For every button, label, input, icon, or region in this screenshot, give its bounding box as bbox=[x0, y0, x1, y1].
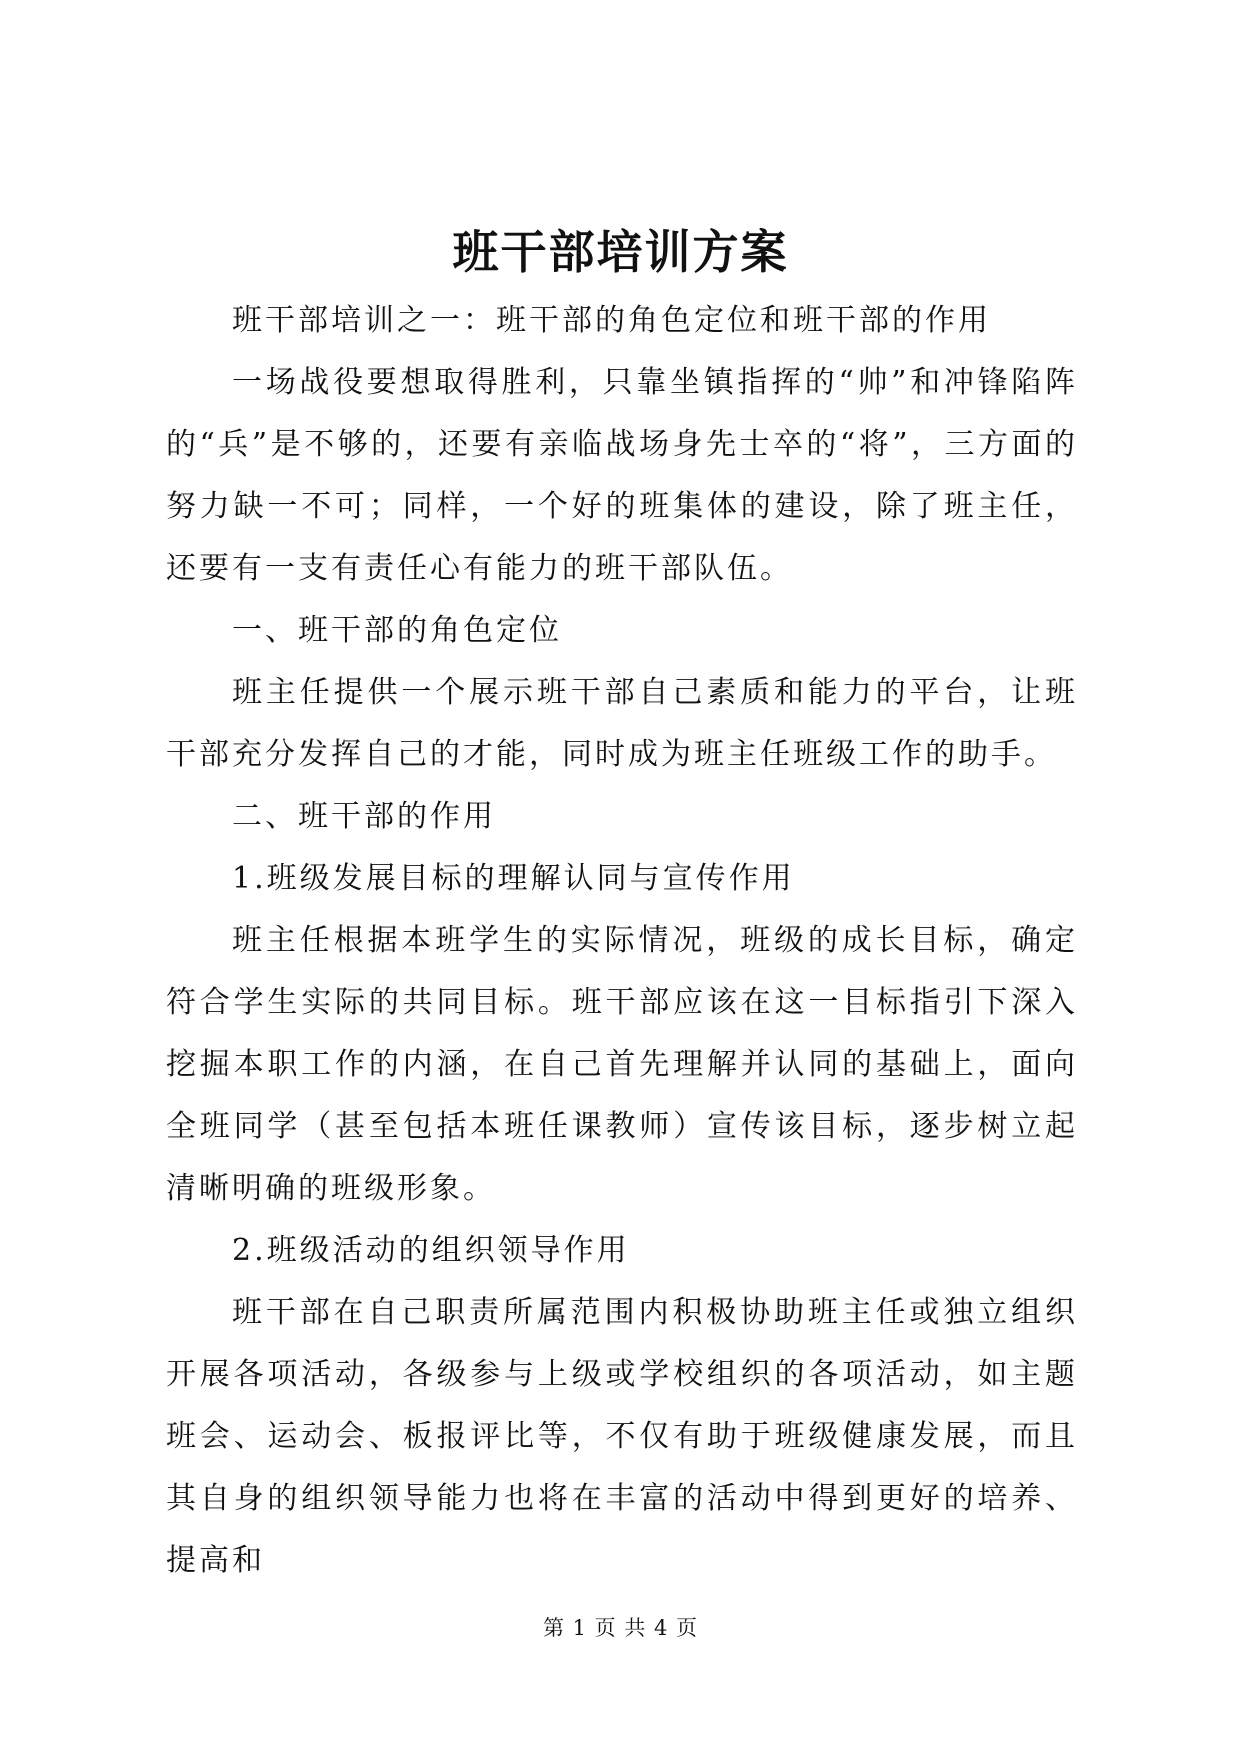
subheading-1: 1.班级发展目标的理解认同与宣传作用 bbox=[232, 861, 795, 896]
paragraph-role: 班主任提供一个展示班干部自己素质和能力的平台，让班干部充分发挥自己的才能，同时成为班主任班级工作的助手。 bbox=[166, 675, 1078, 772]
section-heading-2: 二、班干部的作用 bbox=[232, 799, 496, 834]
section-heading-1: 一、班干部的角色定位 bbox=[232, 613, 562, 648]
page-footer: 第 1 页 共 4 页 bbox=[542, 1616, 699, 1640]
paragraph-subtitle: 班干部培训之一：班干部的角色定位和班干部的作用 bbox=[232, 303, 991, 338]
document-body bbox=[166, 290, 1078, 1592]
paragraph-activities: 班干部在自己职责所属范围内积极协助班主任或独立组织开展各项活动，各级参与上级或学校组织的各项活动，如主题班会、运动会、板报评比等，不仅有助于班级健康发展，而且其自身的组织领导能力也将在丰富的活动中得到更好的培养、提高和 bbox=[166, 1295, 1078, 1578]
paragraph-goals: 班主任根据本班学生的实际情况，班级的成长目标，确定符合学生实际的共同目标。班干部应该在这一目标指引下深入挖掘本职工作的内涵，在自己首先理解并认同的基础上，面向全班同学（甚至包括本班任课教师）宣传该目标，逐步树立起清晰明确的班级形象。 bbox=[166, 923, 1078, 1206]
subheading-2: 2.班级活动的组织领导作用 bbox=[232, 1233, 630, 1268]
document-title: 班干部培训方案 bbox=[452, 225, 789, 279]
paragraph-intro: 一场战役要想取得胜利，只靠坐镇指挥的“帅”和冲锋陷阵的“兵”是不够的，还要有亲临战场身先士卒的“将”，三方面的努力缺一不可；同样，一个好的班集体的建设，除了班主任，还要有一支有责任心有能力的班干部队伍。 bbox=[166, 365, 1078, 586]
